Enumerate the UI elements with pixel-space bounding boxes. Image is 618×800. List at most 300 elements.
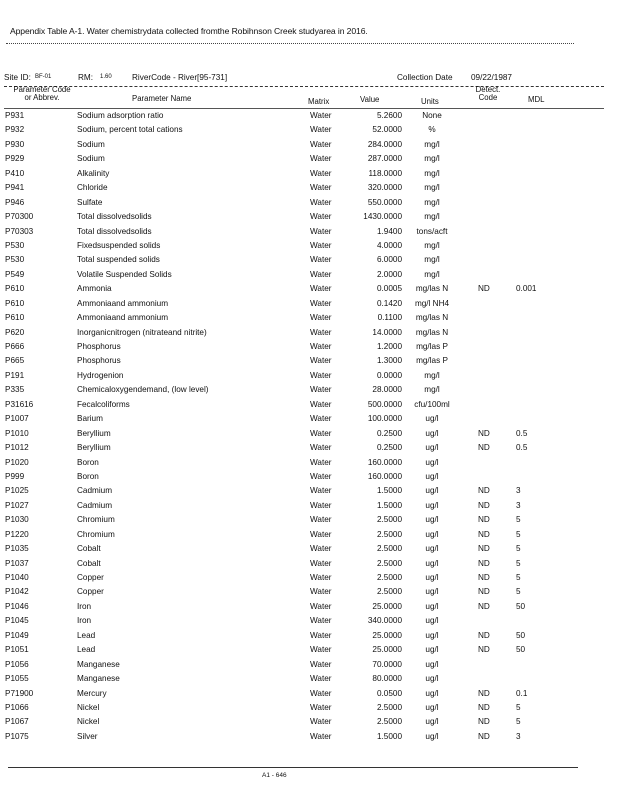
param-name-cell: Manganese <box>77 659 120 669</box>
param-code-cell: P410 <box>5 168 25 178</box>
table-row <box>0 298 618 312</box>
units-cell: mg/l <box>424 385 440 395</box>
param-code-cell: P1067 <box>5 717 29 727</box>
value-cell: 550.0000 <box>367 197 402 207</box>
value-cell: 118.0000 <box>368 168 402 178</box>
header-detect-line1: Detect. <box>475 85 501 94</box>
title-divider <box>6 43 574 44</box>
table-row <box>0 442 618 456</box>
table-row <box>0 457 618 471</box>
units-cell: ug/l <box>425 486 439 496</box>
param-name-cell: Cadmium <box>77 500 113 510</box>
table-row <box>0 586 618 600</box>
detect-code-cell: ND <box>478 717 490 727</box>
param-name-cell: Copper <box>77 573 104 582</box>
param-code-cell: P1037 <box>5 558 29 568</box>
detect-code-cell: ND <box>478 486 490 496</box>
param-code-cell: P1027 <box>5 500 29 510</box>
units-cell: ug/l <box>425 443 439 453</box>
value-cell: 500.0000 <box>367 399 402 409</box>
matrix-cell: Water <box>310 630 332 640</box>
value-cell: 0.1420 <box>376 298 402 308</box>
param-name-cell: Boron <box>77 471 99 481</box>
param-name-cell: Sodium <box>77 139 105 149</box>
units-cell: mg/l <box>424 212 440 222</box>
units-cell: ug/l <box>425 558 439 568</box>
value-cell: 0.2500 <box>376 443 402 453</box>
units-cell: mg/l <box>424 255 440 265</box>
param-code-cell: P1066 <box>5 702 29 712</box>
units-cell: mg/l <box>424 197 440 207</box>
mdl-cell: 5 <box>516 515 521 525</box>
table-row <box>0 630 618 644</box>
param-name-cell: Nickel <box>77 717 100 727</box>
units-cell: cfu/100ml <box>414 399 450 409</box>
param-code-cell: P1049 <box>5 630 29 640</box>
matrix-cell: Water <box>310 313 332 323</box>
table-title: Appendix Table A-1. Water chemistrydata collected fromthe Robihnson Creek studyarea in 2016. <box>10 26 368 36</box>
header-detect-line2: Code <box>478 93 498 102</box>
mdl-cell: 0.001 <box>516 284 537 294</box>
mdl-cell: 5 <box>516 717 521 727</box>
units-cell: ug/l <box>425 500 439 510</box>
header-top-rule <box>4 86 604 87</box>
matrix-cell: Water <box>310 399 332 409</box>
matrix-cell: Water <box>310 183 332 193</box>
detect-code-cell: ND <box>478 558 490 568</box>
param-code-cell: P70303 <box>5 226 34 236</box>
mdl-cell: 5 <box>516 529 521 539</box>
param-name-cell: Ammonia <box>77 284 112 294</box>
table-row <box>0 312 618 326</box>
table-row <box>0 688 618 702</box>
header-param-name: Parameter Name <box>132 94 192 103</box>
param-code-cell: P1220 <box>5 529 29 539</box>
table-row <box>0 572 618 586</box>
value-cell: 1.5000 <box>376 500 402 510</box>
value-cell: 1.9400 <box>376 226 402 236</box>
units-cell: mg/las N <box>415 284 449 294</box>
value-cell: 2.0000 <box>376 269 402 279</box>
mdl-cell: 5 <box>516 544 521 554</box>
param-name-cell: Alkalinity <box>77 168 110 178</box>
value-cell: 80.0000 <box>372 674 402 684</box>
table-row <box>0 644 618 658</box>
units-cell: mg/las P <box>416 342 448 351</box>
units-cell: mg/l <box>424 154 440 164</box>
value-cell: 4.0000 <box>376 240 402 250</box>
mdl-cell: 0.1 <box>516 688 528 698</box>
units-cell: ug/l <box>425 428 439 438</box>
param-code-cell: P999 <box>5 471 25 481</box>
mdl-cell: 3 <box>516 731 521 741</box>
site-id-label: Site ID: <box>4 73 31 82</box>
rm-label: RM: <box>78 73 94 82</box>
param-code-cell: P70300 <box>5 212 34 222</box>
param-code-cell: P191 <box>5 370 25 380</box>
param-code-cell: P930 <box>5 139 25 149</box>
param-name-cell: Lead <box>77 645 96 655</box>
units-cell: ug/l <box>425 674 439 684</box>
param-name-cell: Nickel <box>77 702 100 712</box>
matrix-cell: Water <box>310 573 332 582</box>
matrix-cell: Water <box>310 731 332 741</box>
table-row <box>0 514 618 528</box>
param-code-cell: P1051 <box>5 645 29 655</box>
header-mdl: MDL <box>528 95 545 104</box>
param-name-cell: Boron <box>77 457 99 467</box>
param-name-cell: Beryllium <box>77 428 111 438</box>
mdl-cell: 5 <box>516 587 521 597</box>
matrix-cell: Water <box>310 587 332 597</box>
matrix-cell: Water <box>310 125 332 135</box>
matrix-cell: Water <box>310 428 332 438</box>
param-name-cell: Chromium <box>77 529 115 539</box>
param-name-cell: Volatile Suspended Solids <box>77 269 172 279</box>
table-row <box>0 182 618 196</box>
table-row <box>0 543 618 557</box>
matrix-cell: Water <box>310 298 332 308</box>
units-cell: ug/l <box>425 616 439 626</box>
header-value: Value <box>360 95 380 104</box>
param-code-cell: P610 <box>5 284 25 294</box>
value-cell: 2.5000 <box>376 717 402 727</box>
value-cell: 0.0000 <box>376 370 402 380</box>
table-row <box>0 370 618 384</box>
matrix-cell: Water <box>310 255 332 265</box>
param-code-cell: P1042 <box>5 587 29 597</box>
units-cell: ug/l <box>425 587 439 597</box>
site-info-line <box>4 73 604 85</box>
mdl-cell: 50 <box>516 601 526 611</box>
detect-code-cell: ND <box>478 645 490 655</box>
value-cell: 284.0000 <box>367 139 402 149</box>
value-cell: 1.5000 <box>376 731 402 741</box>
matrix-cell: Water <box>310 645 332 655</box>
param-name-cell: Mercury <box>77 688 107 698</box>
units-cell: mg/l <box>424 269 440 279</box>
param-code-cell: P931 <box>5 111 25 120</box>
matrix-cell: Water <box>310 154 332 164</box>
value-cell: 0.0005 <box>376 284 402 294</box>
table-row <box>0 702 618 716</box>
table-row <box>0 673 618 687</box>
units-cell: mg/l <box>424 168 440 178</box>
param-code-cell: P666 <box>5 342 25 351</box>
units-cell: mg/l NH4 <box>414 298 450 308</box>
value-cell: 14.0000 <box>372 327 402 337</box>
param-name-cell: Chromium <box>77 515 115 525</box>
detect-code-cell: ND <box>478 529 490 539</box>
matrix-cell: Water <box>310 414 332 424</box>
param-name-cell: Cobalt <box>77 544 101 554</box>
table-row <box>0 529 618 543</box>
collection-date-value: 09/22/1987 <box>471 73 512 82</box>
table-row <box>0 601 618 615</box>
value-cell: 0.0500 <box>376 688 402 698</box>
units-cell: None <box>422 111 442 120</box>
param-name-cell: Copper <box>77 587 104 597</box>
value-cell: 1.5000 <box>376 486 402 496</box>
detect-code-cell: ND <box>478 515 490 525</box>
matrix-cell: Water <box>310 168 332 178</box>
param-code-cell: P1046 <box>5 601 29 611</box>
header-param-code <box>6 86 78 102</box>
detect-code-cell: ND <box>478 702 490 712</box>
table-row <box>0 283 618 297</box>
value-cell: 25.0000 <box>372 630 402 640</box>
units-cell: mg/l <box>424 139 440 149</box>
matrix-cell: Water <box>310 529 332 539</box>
param-code-cell: P610 <box>5 313 25 323</box>
units-cell: mg/las N <box>415 327 449 337</box>
units-cell: ug/l <box>425 659 439 669</box>
header-param-code-line2: or Abbrev. <box>24 93 60 102</box>
detect-code-cell: ND <box>478 573 490 582</box>
table-row <box>0 558 618 572</box>
param-code-cell: P31616 <box>5 399 34 409</box>
param-name-cell: Silver <box>77 731 98 741</box>
detect-code-cell: ND <box>478 688 490 698</box>
param-name-cell: Total dissolvedsolids <box>77 212 152 222</box>
detect-code-cell: ND <box>478 284 490 294</box>
units-cell: ug/l <box>425 515 439 525</box>
table-row <box>0 124 618 138</box>
matrix-cell: Water <box>310 688 332 698</box>
river-code: RiverCode - River[95-731] <box>132 73 228 82</box>
mdl-cell: 0.5 <box>516 428 528 438</box>
value-cell: 340.0000 <box>367 616 402 626</box>
matrix-cell: Water <box>310 139 332 149</box>
param-code-cell: P1035 <box>5 544 29 554</box>
table-row <box>0 485 618 499</box>
value-cell: 5.2600 <box>376 111 402 120</box>
detect-code-cell: ND <box>478 601 490 611</box>
table-row <box>0 384 618 398</box>
value-cell: 2.5000 <box>376 529 402 539</box>
param-code-cell: P1045 <box>5 616 29 626</box>
matrix-cell: Water <box>310 370 332 380</box>
param-code-cell: P946 <box>5 197 25 207</box>
param-code-cell: P1075 <box>5 731 29 741</box>
table-row <box>0 500 618 514</box>
units-cell: ug/l <box>425 688 439 698</box>
table-row <box>0 327 618 341</box>
mdl-cell: 5 <box>516 558 521 568</box>
header-units: Units <box>421 97 439 106</box>
param-name-cell: Iron <box>77 601 92 611</box>
param-name-cell: Sodium, percent total cations <box>77 125 183 135</box>
matrix-cell: Water <box>310 111 332 120</box>
table-row <box>0 197 618 211</box>
value-cell: 1430.0000 <box>363 212 402 222</box>
table-row <box>0 413 618 427</box>
table-row <box>0 254 618 268</box>
matrix-cell: Water <box>310 558 332 568</box>
param-name-cell: Chloride <box>77 183 108 193</box>
param-code-cell: P1010 <box>5 428 29 438</box>
param-name-cell: Total suspended solids <box>77 255 160 265</box>
matrix-cell: Water <box>310 616 332 626</box>
mdl-cell: 5 <box>516 702 521 712</box>
param-name-cell: Ammoniaand ammonium <box>77 298 169 308</box>
value-cell: 320.0000 <box>367 183 402 193</box>
value-cell: 52.0000 <box>372 125 402 135</box>
table-row <box>0 731 618 745</box>
units-cell: ug/l <box>425 414 439 424</box>
param-code-cell: P335 <box>5 385 25 395</box>
units-cell: ug/l <box>425 457 439 467</box>
value-cell: 25.0000 <box>372 601 402 611</box>
param-code-cell: P549 <box>5 269 25 279</box>
mdl-cell: 0.5 <box>516 443 528 453</box>
param-code-cell: P1056 <box>5 659 29 669</box>
table-row <box>0 240 618 254</box>
detect-code-cell: ND <box>478 428 490 438</box>
value-cell: 160.0000 <box>367 471 402 481</box>
value-cell: 2.5000 <box>376 587 402 597</box>
footer-rule <box>8 767 578 768</box>
matrix-cell: Water <box>310 717 332 727</box>
units-cell: mg/l <box>424 370 440 380</box>
table-row <box>0 211 618 225</box>
table-row <box>0 659 618 673</box>
param-name-cell: Iron <box>77 616 92 626</box>
matrix-cell: Water <box>310 269 332 279</box>
matrix-cell: Water <box>310 226 332 236</box>
units-cell: ug/l <box>425 573 439 582</box>
matrix-cell: Water <box>310 500 332 510</box>
value-cell: 2.5000 <box>376 515 402 525</box>
param-code-cell: P71900 <box>5 688 34 698</box>
matrix-cell: Water <box>310 356 332 366</box>
units-cell: mg/l <box>424 183 440 193</box>
units-cell: % <box>428 125 436 135</box>
param-code-cell: P620 <box>5 327 25 337</box>
param-code-cell: P1007 <box>5 414 29 424</box>
detect-code-cell: ND <box>478 630 490 640</box>
mdl-cell: 5 <box>516 573 521 582</box>
matrix-cell: Water <box>310 240 332 250</box>
units-cell: mg/las P <box>416 356 448 366</box>
param-code-cell: P1030 <box>5 515 29 525</box>
param-name-cell: Sodium <box>77 154 105 164</box>
param-code-cell: P941 <box>5 183 25 193</box>
matrix-cell: Water <box>310 327 332 337</box>
param-name-cell: Ammoniaand ammonium <box>77 313 169 323</box>
matrix-cell: Water <box>310 486 332 496</box>
header-bottom-rule <box>4 108 604 109</box>
units-cell: ug/l <box>425 471 439 481</box>
mdl-cell: 3 <box>516 486 521 496</box>
param-code-cell: P1025 <box>5 486 29 496</box>
value-cell: 160.0000 <box>367 457 402 467</box>
param-name-cell: Phosphorus <box>77 356 121 366</box>
table-row <box>0 139 618 153</box>
param-name-cell: Fixedsuspended solids <box>77 240 161 250</box>
units-cell: ug/l <box>425 601 439 611</box>
value-cell: 6.0000 <box>376 255 402 265</box>
value-cell: 2.5000 <box>376 544 402 554</box>
mdl-cell: 3 <box>516 500 521 510</box>
matrix-cell: Water <box>310 385 332 395</box>
param-name-cell: Sulfate <box>77 197 103 207</box>
value-cell: 2.5000 <box>376 558 402 568</box>
matrix-cell: Water <box>310 659 332 669</box>
mdl-cell: 50 <box>516 630 526 640</box>
header-param-code-line1: Parameter Code <box>13 85 71 94</box>
value-cell: 2.5000 <box>376 702 402 712</box>
matrix-cell: Water <box>310 197 332 207</box>
units-cell: ug/l <box>425 529 439 539</box>
mdl-cell: 50 <box>516 645 526 655</box>
units-cell: mg/l <box>424 240 440 250</box>
matrix-cell: Water <box>310 212 332 222</box>
units-cell: mg/las N <box>415 313 449 323</box>
value-cell: 0.2500 <box>376 428 402 438</box>
units-cell: ug/l <box>425 645 439 655</box>
param-name-cell: Inorganicnitrogen (nitrateand nitrite) <box>77 327 207 337</box>
matrix-cell: Water <box>310 601 332 611</box>
header-detect-code <box>474 86 502 102</box>
matrix-cell: Water <box>310 443 332 453</box>
table-row <box>0 341 618 355</box>
param-code-cell: P1020 <box>5 457 29 467</box>
value-cell: 100.0000 <box>367 414 402 424</box>
table-row <box>0 153 618 167</box>
param-code-cell: P929 <box>5 154 25 164</box>
param-code-cell: P1012 <box>5 443 29 453</box>
table-row <box>0 355 618 369</box>
units-cell: ug/l <box>425 731 439 741</box>
page-number: A1 - 646 <box>262 772 287 779</box>
rm-value: 1.60 <box>100 74 112 80</box>
table-row <box>0 269 618 283</box>
table-row <box>0 471 618 485</box>
value-cell: 2.5000 <box>376 573 402 582</box>
param-name-cell: Barium <box>77 414 103 424</box>
param-code-cell: P530 <box>5 255 25 265</box>
param-code-cell: P530 <box>5 240 25 250</box>
units-cell: tons/acft <box>416 226 448 236</box>
header-matrix: Matrix <box>308 97 330 106</box>
matrix-cell: Water <box>310 674 332 684</box>
param-code-cell: P610 <box>5 298 25 308</box>
param-name-cell: Phosphorus <box>77 342 121 351</box>
value-cell: 25.0000 <box>372 645 402 655</box>
matrix-cell: Water <box>310 284 332 294</box>
param-name-cell: Cadmium <box>77 486 113 496</box>
param-code-cell: P1040 <box>5 573 29 582</box>
param-code-cell: P665 <box>5 356 25 366</box>
site-id-value: BF-01 <box>35 74 52 80</box>
param-name-cell: Hydrogenion <box>77 370 124 380</box>
param-name-cell: Lead <box>77 630 96 640</box>
value-cell: 1.2000 <box>376 342 402 351</box>
value-cell: 70.0000 <box>372 659 402 669</box>
table-row <box>0 168 618 182</box>
detect-code-cell: ND <box>478 587 490 597</box>
param-name-cell: Cobalt <box>77 558 101 568</box>
param-code-cell: P1055 <box>5 674 29 684</box>
matrix-cell: Water <box>310 702 332 712</box>
matrix-cell: Water <box>310 471 332 481</box>
param-name-cell: Sodium adsorption ratio <box>77 111 164 120</box>
param-name-cell: Chemicaloxygendemand, (low level) <box>77 385 209 395</box>
table-row <box>0 399 618 413</box>
detect-code-cell: ND <box>478 731 490 741</box>
matrix-cell: Water <box>310 457 332 467</box>
